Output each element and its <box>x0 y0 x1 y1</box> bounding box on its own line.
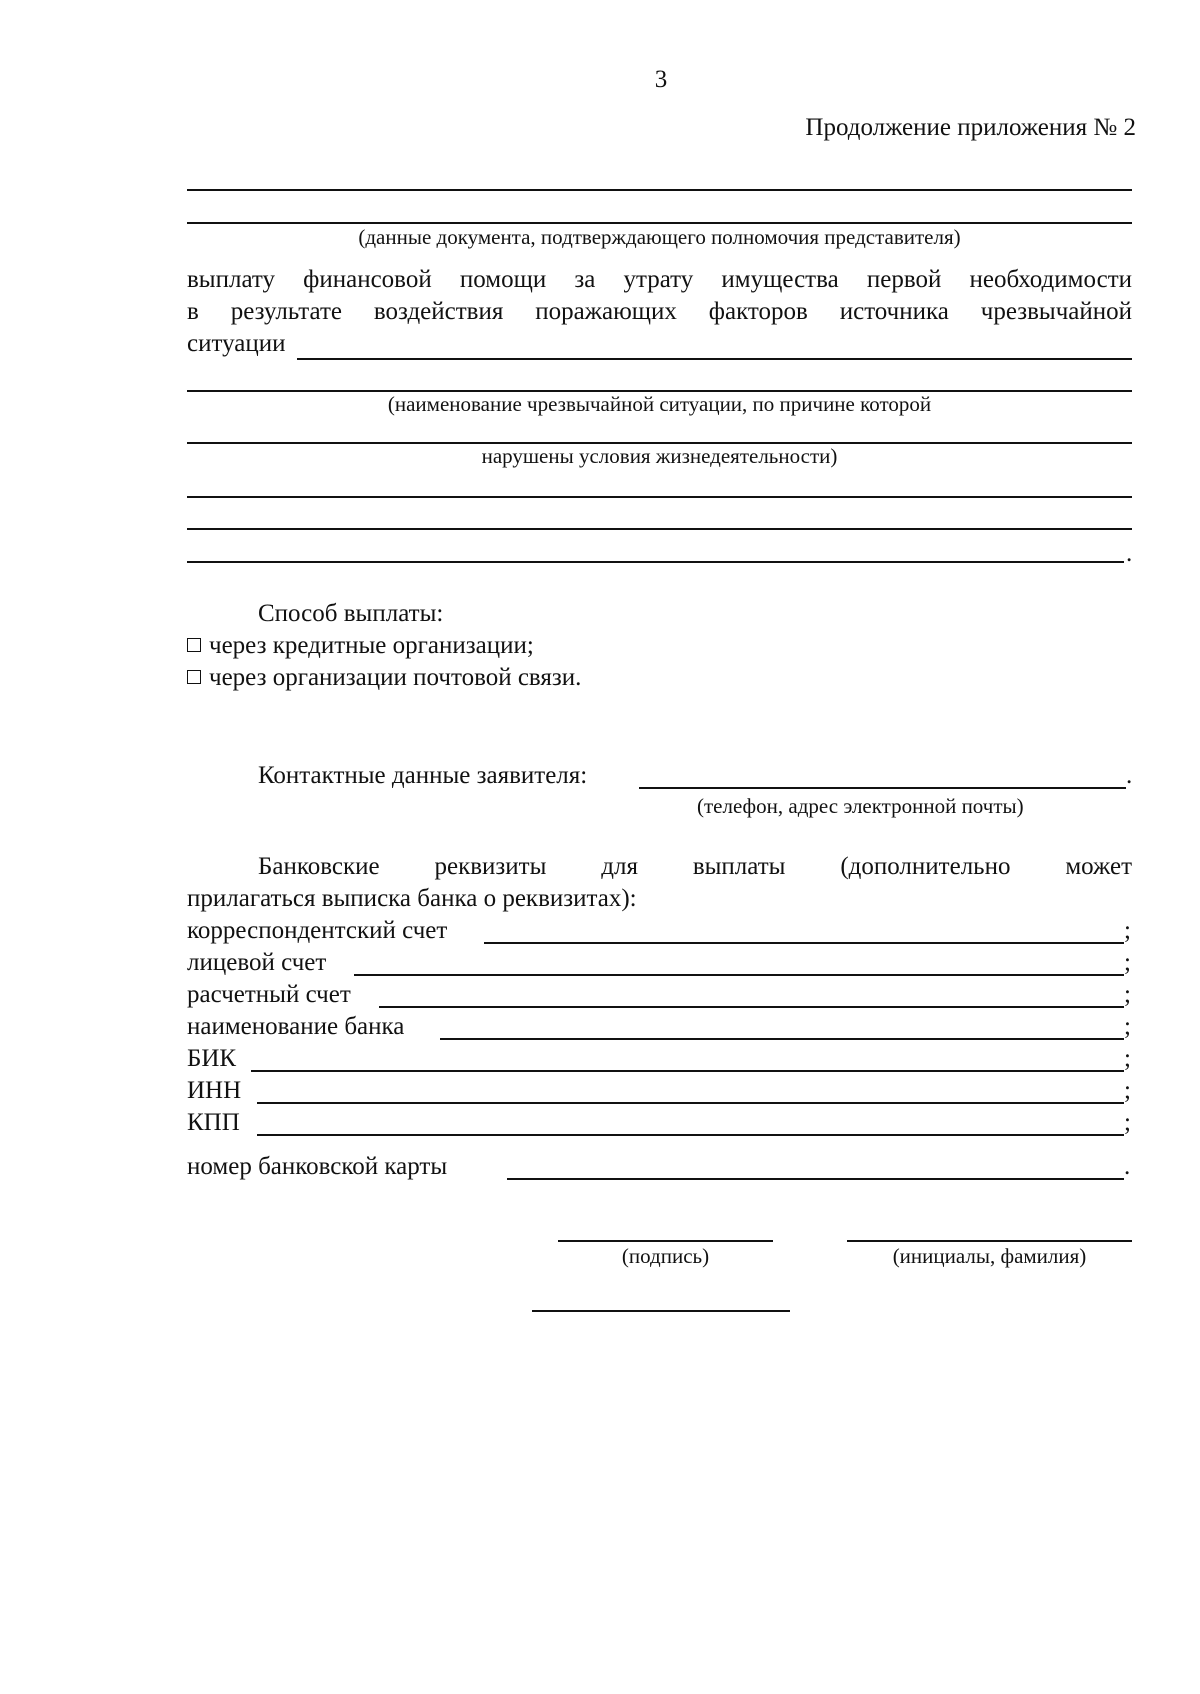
inn-field[interactable] <box>187 1077 1132 1109</box>
payment-option-post-label: через организации почтовой связи. <box>209 664 582 691</box>
corr-account-end: ; <box>1124 917 1131 944</box>
credit-checkbox[interactable] <box>187 638 201 652</box>
corr-account-input-line[interactable] <box>484 942 1124 944</box>
contacts-label: Контактные данные заявителя: <box>258 762 588 789</box>
contacts-input-line[interactable] <box>639 787 1126 789</box>
closing-line <box>532 1310 790 1312</box>
bank-intro-line-2: прилагаться выписка банка о реквизитах): <box>187 885 637 912</box>
bank-name-input-line[interactable] <box>440 1038 1124 1040</box>
personal-account-label: лицевой счет <box>187 949 327 976</box>
payment-text-line-1: выплату финансовой помощи за утрату имущества первой необходимости <box>187 266 1132 293</box>
continuation-label: Продолжение приложения № 2 <box>805 114 1136 141</box>
name-line[interactable] <box>847 1240 1132 1242</box>
settlement-account-end: ; <box>1124 981 1131 1008</box>
signature-line[interactable] <box>558 1240 773 1242</box>
name-caption: (инициалы, фамилия) <box>892 1244 1087 1268</box>
settlement-account-input-line[interactable] <box>379 1006 1124 1008</box>
corr-account-field[interactable] <box>187 917 1132 949</box>
emergency-caption-1: (наименование чрезвычайной ситуации, по причине которой <box>387 392 932 416</box>
card-number-field[interactable] <box>187 1153 1132 1185</box>
settlement-account-field[interactable] <box>187 981 1132 1013</box>
corr-account-label: корреспондентский счет <box>187 917 448 944</box>
inn-input-line[interactable] <box>257 1102 1124 1104</box>
kpp-input-line[interactable] <box>257 1134 1124 1136</box>
kpp-end: ; <box>1124 1109 1131 1136</box>
bik-field[interactable] <box>187 1045 1132 1077</box>
bank-name-field[interactable] <box>187 1013 1132 1045</box>
payment-option-credit-label: через кредитные организации; <box>209 632 534 659</box>
bank-name-label: наименование банка <box>187 1013 405 1040</box>
card-number-end: . <box>1124 1153 1131 1180</box>
emergency-line-4 <box>187 528 1132 530</box>
emergency-end-mark: . <box>1126 540 1133 567</box>
card-number-input-line[interactable] <box>507 1178 1124 1180</box>
kpp-field[interactable] <box>187 1109 1132 1141</box>
bik-input-line[interactable] <box>251 1070 1124 1072</box>
inn-label: ИНН <box>187 1077 242 1104</box>
bank-name-end: ; <box>1124 1013 1131 1040</box>
bank-intro-line-1: Банковские реквизиты для выплаты (дополнительно может <box>258 853 1132 880</box>
representative-line-2 <box>187 222 1132 224</box>
personal-account-field[interactable] <box>187 949 1132 981</box>
kpp-label: КПП <box>187 1109 240 1136</box>
settlement-account-label: расчетный счет <box>187 981 351 1008</box>
emergency-line-0 <box>297 358 1132 360</box>
emergency-line-5 <box>187 561 1124 563</box>
payment-method-title: Способ выплаты: <box>258 600 444 627</box>
emergency-caption-2: нарушены условия жизнедеятельности) <box>481 444 838 468</box>
contacts-caption: (телефон, адрес электронной почты) <box>697 794 1024 818</box>
bik-end: ; <box>1124 1045 1131 1072</box>
personal-account-input-line[interactable] <box>354 974 1124 976</box>
payment-text-line-3: ситуации <box>187 330 286 357</box>
inn-end: ; <box>1124 1077 1131 1104</box>
payment-option-credit[interactable] <box>187 632 534 660</box>
contacts-end-mark: . <box>1126 762 1133 789</box>
card-number-label: номер банковской карты <box>187 1153 448 1180</box>
payment-option-post[interactable] <box>187 664 581 692</box>
contacts-field[interactable] <box>258 762 1132 794</box>
emergency-line-3 <box>187 496 1132 498</box>
representative-line-1 <box>187 189 1132 191</box>
post-checkbox[interactable] <box>187 670 201 684</box>
bik-label: БИК <box>187 1045 237 1072</box>
signature-caption: (подпись) <box>621 1244 710 1268</box>
payment-text-line-2: в результате воздействия поражающих факторов источника чрезвычайной <box>187 298 1132 325</box>
representative-caption: (данные документа, подтверждающего полномочия представителя) <box>358 225 961 249</box>
personal-account-end: ; <box>1124 949 1131 976</box>
page-number: 3 <box>654 66 668 93</box>
